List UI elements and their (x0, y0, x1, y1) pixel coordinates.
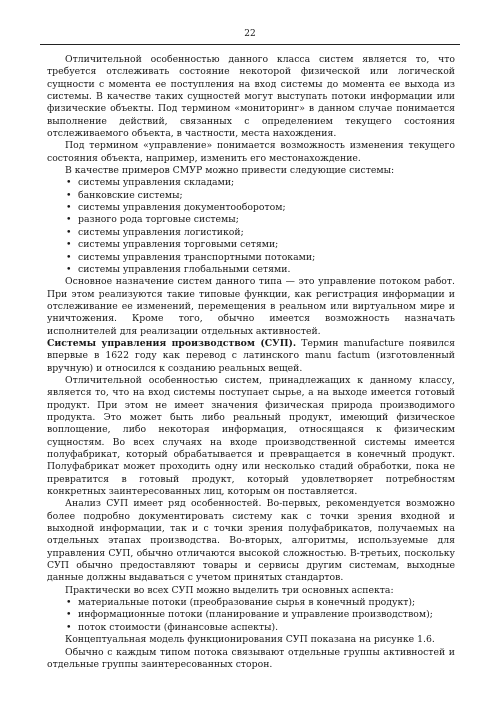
paragraph: В качестве примеров СМУР можно привести следующие системы: (65, 165, 395, 177)
list-item-text: материальные потоки (преобразование сырья в конечный продукт); (78, 597, 416, 609)
paragraph: Отличительной особенностью систем, принадлежащих к данному классу, является то, что на вход системы поступает сырье, а на выходе имеется готовый продукт. При этом не имеет значения физическая природа производимого продукта. Это может быть либо реальный продукт, имеющий физическое воплощение, либо некоторая информация, относящаяся к физическим сущностям. Во всех случаях на входе производственной системы имеется полуфабрикат, который обрабатывается и превращается в конечный продукт. Полуфабрикат может проходить одну или несколько стадий обработки, пока не превратится в готовый продукт, который удовлетворяет потребностям конкретных заинтересованных лиц, которым он поставляется. (47, 374, 455, 498)
list-item-text: разного рода торговые системы; (78, 214, 239, 226)
paragraph: Концептуальная модель функционирования СУП показана на рисунке 1.6. (65, 634, 435, 646)
list-item-text: системы управления логистикой; (78, 226, 244, 238)
list-item (66, 609, 455, 621)
body-text (47, 54, 455, 671)
paragraph: Отличительной особенностью данного класса систем является то, что требуется отслеживать состояние некоторой физической или логической сущности с момента ее поступления на вход системы до момента ее выхода из системы. В качестве таких сущностей могут выступать потоки информации или физические объекты. Под термином «мониторинг» в данном случае понимается выполнение действий, связанных с определением текущего состояния отслеживаемого объекта, в частности, места нахождения. (47, 54, 455, 140)
list-item-text: системы управления глобальными сетями. (78, 263, 291, 275)
paragraph: Практически во всех СУП можно выделить три основных аспекта: (65, 584, 394, 596)
bullet-icon: • (66, 263, 72, 275)
bullet-icon: • (66, 239, 72, 251)
list-item (66, 239, 455, 251)
bullet-icon: • (66, 226, 72, 238)
bullet-icon: • (66, 597, 72, 609)
page-number: 22 (244, 29, 256, 39)
list-item (66, 214, 455, 226)
list-item-text: информационные потоки (планирование и управление производством); (78, 609, 433, 621)
paragraph: Основное назначение систем данного типа — это управление потоком работ. При этом реализуются такие типовые функции, как регистрация информации и отслеживание ее изменений, перемещения в реальном или виртуальном мире и уничтожения. Кроме того, обычно имеется возможность назначать исполнителей для реализации отдельных активностей. (47, 276, 455, 337)
bullet-icon: • (66, 189, 72, 201)
bullet-list-aspects (47, 597, 455, 634)
list-item-text: системы управления документооборотом; (78, 202, 286, 214)
page-header (40, 28, 460, 45)
bullet-icon: • (66, 177, 72, 189)
list-item (66, 252, 455, 264)
list-item (66, 202, 455, 214)
paragraph: Под термином «управление» понимается возможность изменения текущего состояния объекта, например, изменить его местонахождение. (47, 140, 455, 164)
list-item-text: поток стоимости (финансовые аспекты). (78, 621, 279, 633)
list-item-text: системы управления торговыми сетями; (78, 239, 279, 251)
list-item (66, 264, 455, 276)
list-item (66, 190, 455, 202)
list-item-text: системы управления транспортными потоками; (78, 251, 316, 263)
list-item (66, 227, 455, 239)
bullet-icon: • (66, 214, 72, 226)
bullet-icon: • (66, 251, 72, 263)
list-item-text: банковские системы; (78, 189, 183, 201)
list-item-text: системы управления складами; (78, 177, 235, 189)
list-item (66, 622, 455, 634)
list-item (66, 177, 455, 189)
bullet-icon: • (66, 202, 72, 214)
bullet-icon: • (66, 621, 72, 633)
section-heading: Системы управления производством (СУП). (47, 337, 297, 349)
paragraph: Анализ СУП имеет ряд особенностей. Во-первых, рекомендуется возможно более подробно документировать систему как с точки зрения входной и выходной информации, так и с точки зрения полуфабрикатов, получаемых на отдельных этапах производства. Во-вторых, алгоритмы, используемые для управления СУП, обычно отличаются высокой сложностью. В-третьих, поскольку СУП обычно предоставляют товары и сервисы другим системам, выходные данные должны выдаваться с учетом принятых стандартов. (47, 498, 455, 584)
bullet-list-systems (47, 177, 455, 276)
paragraph-text: Термин manufacture появился впервые в 1622 году как перевод с латинского manu factum (изготовленный вручную) и относился к созданию реальных вещей. (47, 337, 455, 374)
section-paragraph (47, 338, 455, 375)
bullet-icon: • (66, 609, 72, 621)
list-item (66, 597, 455, 609)
paragraph: Обычно с каждым типом потока связывают отдельные группы активностей и отдельные группы заинтересованных сторон. (47, 646, 455, 670)
